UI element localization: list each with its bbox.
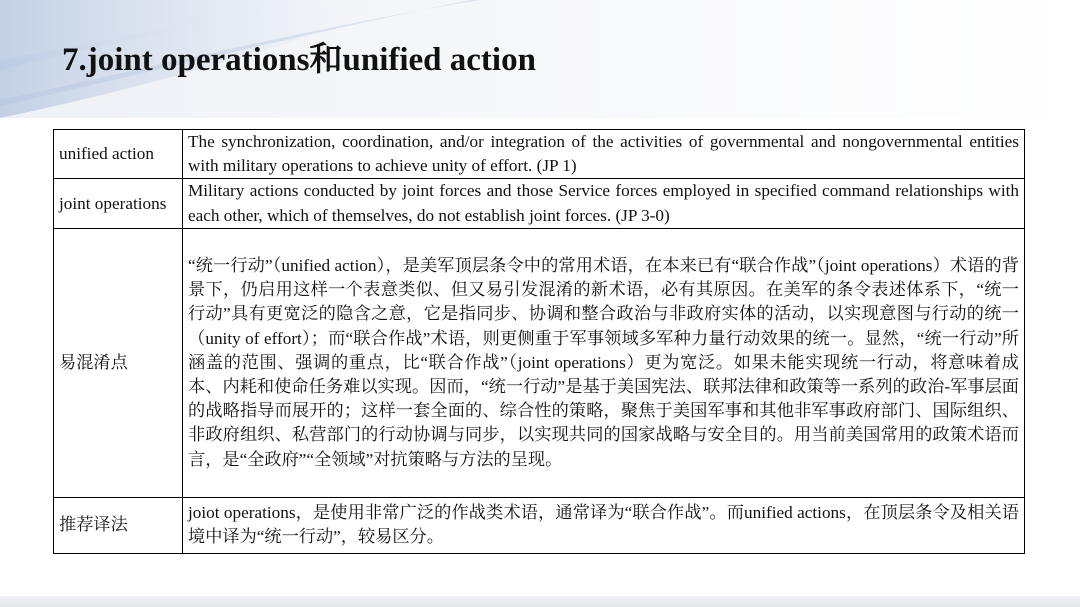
definition-cell: joiot operations，是使用非常广泛的作战类术语，通常译为“联合作战”。而unified actions，在顶层条令及相关语境中译为“统一行动”，较易区分。	[183, 497, 1025, 553]
definition-cell: Military actions conducted by joint forces and those Service forces employed in specified command relationships with each other, which of themselves, do not establish joint forces. (JP 3-0)	[183, 179, 1025, 228]
table-row	[54, 497, 1025, 553]
term-cell: 推荐译法	[54, 497, 183, 553]
slide-title: 7.joint operations和unified action	[62, 42, 536, 78]
table-row	[54, 228, 1025, 497]
term-cell: 易混淆点	[54, 228, 183, 497]
term-cell: joint operations	[54, 179, 183, 228]
table-row	[54, 130, 1025, 179]
definition-cell: “统一行动”（unified action），是美军顶层条令中的常用术语，在本来已有“联合作战”（joint operations）术语的背景下，仍启用这样一个表意类似、但又易引发混淆的新术语，必有其原因。在美军的条令表述体系下，“统一行动”具有更宽泛的隐含之意，它是指同步、协调和整合政治与非政府实体的活动，以实现意图与行动的统一（unity of effort）；而“联合作战”术语，则更侧重于军事领域多军种力量行动效果的统一。显然，“统一行动”所涵盖的范围、强调的重点，比“联合作战”（joint operations）更为宽泛。如果未能实现统一行动，将意味着成本、内耗和使命任务难以实现。因而，“统一行动”是基于美国宪法、联邦法律和政策等一系列的政治-军事层面的战略指导而展开的；这样一套全面的、综合性的策略，聚焦于美国军事和其他非军事政府部门、国际组织、非政府组织、私营部门的行动协调与同步，以实现共同的国家战略与安全目的。用当前美国常用的政策术语而言，是“全政府”“全领域”对抗策略与方法的呈现。	[183, 228, 1025, 497]
definition-cell: The synchronization, coordination, and/or integration of the activities of governmental and nongovernmental entities with military operations to achieve unity of effort. (JP 1)	[183, 130, 1025, 179]
footer-band	[0, 596, 1080, 607]
table-row	[54, 179, 1025, 228]
term-cell: unified action	[54, 130, 183, 179]
terminology-table	[53, 129, 1025, 554]
